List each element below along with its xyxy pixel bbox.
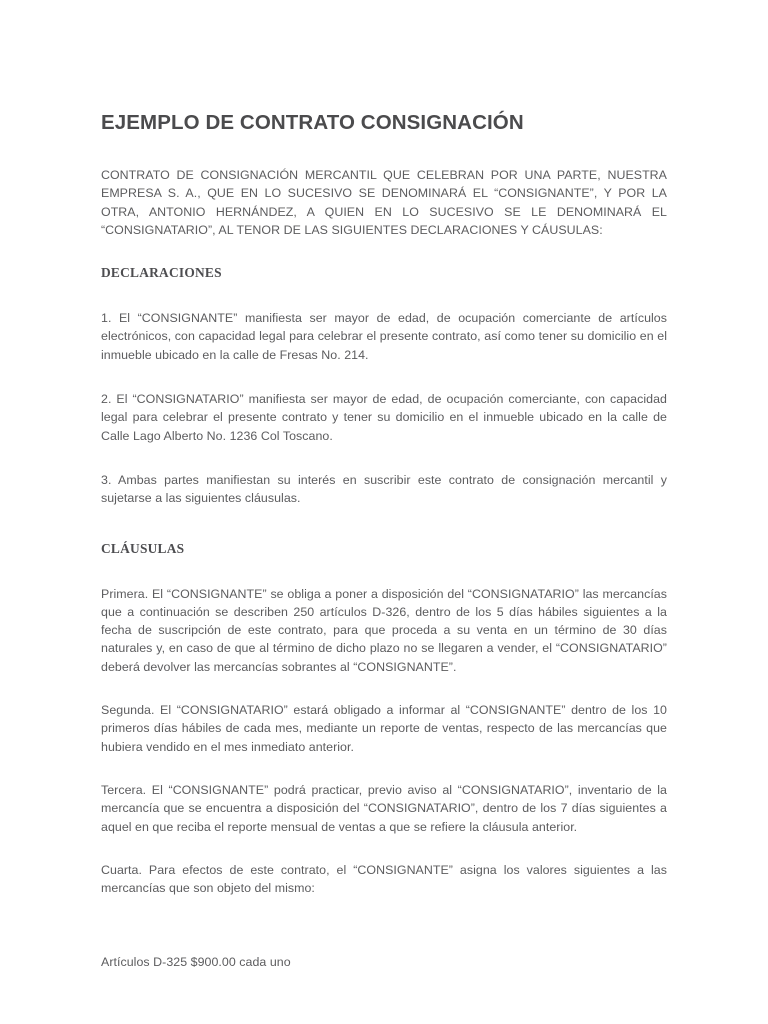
intro-paragraph: CONTRATO DE CONSIGNACIÓN MERCANTIL QUE CELEBRAN POR UNA PARTE, NUESTRA EMPRESA S. A., QUE EN LO SUCESIVO SE DENOMINARÁ EL “CONSIGNANTE”, Y POR LA OTRA, ANTONIO HERNÁNDEZ, A QUIEN EN LO SUCESIVO SE LE DENOMINARÁ EL “CONSIGNATARIO”, AL TENOR DE LAS SIGUIENTES DECLARACIONES Y CÁUSULAS:: [101, 168, 667, 237]
section-heading-declaraciones: DECLARACIONES: [101, 265, 222, 281]
clausula-primera: Primera. El “CONSIGNANTE” se obliga a poner a disposición del “CONSIGNATARIO” las mercancías que a continuación se describen 250 artículos D-326, dentro de los 5 días hábiles siguientes a la fecha de suscripción de este contrato, para que proceda a su venta en un término de 30 días naturales y, en caso de que al término de dicho plazo no se llegaren a vender, el “CONSIGNATARIO” deberá devolver las mercancías sobrantes al “CONSIGNANTE”.: [101, 586, 667, 674]
values-table-placeholder: [101, 897, 667, 953]
section-heading-clausulas: CLÁUSULAS: [101, 540, 185, 556]
clausula-tercera: Tercera. El “CONSIGNANTE” podrá practicar, previo aviso al “CONSIGNATARIO”, inventario de la mercancía que se encuentra a disposición del “CONSIGNATARIO”, dentro de los 7 días siguientes a aquel en que reciba el reporte mensual de ventas a que se refiere la cláusula anterior.: [101, 782, 667, 834]
articles-value-line: Artículos D-325 $900.00 cada uno: [101, 955, 291, 970]
declaracion-item-1: 1. El “CONSIGNANTE” manifiesta ser mayor de edad, de ocupación comerciante de artículos electrónicos, con capacidad legal para celebrar el presente contrato, así como tener su domicilio en el inmueble ubicado en la calle de Fresas No. 214.: [101, 311, 667, 362]
page-title: EJEMPLO DE CONTRATO CONSIGNACIÓN: [101, 111, 524, 134]
clausula-cuarta: Cuarta. Para efectos de este contrato, el “CONSIGNANTE” asigna los valores siguientes a las mercancías que son objeto del mismo:: [101, 862, 667, 896]
document-content-column: [101, 0, 667, 972]
declaracion-item-3: 3. Ambas partes manifiestan su interés en suscribir este contrato de consignación mercantil y sujetarse a las siguientes cláusulas.: [101, 472, 667, 506]
clausula-segunda: Segunda. El “CONSIGNATARIO” estará obligado a informar al “CONSIGNANTE” dentro de los 10 primeros días hábiles de cada mes, mediante un reporte de ventas, respecto de las mercancías que hubiera vendido en el mes inmediato anterior.: [101, 703, 667, 754]
declaracion-item-2: 2. El “CONSIGNATARIO” manifiesta ser mayor de edad, de ocupación comerciante, con capacidad legal para celebrar el presente contrato y tener su domicilio en el inmueble ubicado en la calle de Calle Lago Alberto No. 1236 Col Toscano.: [101, 392, 667, 443]
